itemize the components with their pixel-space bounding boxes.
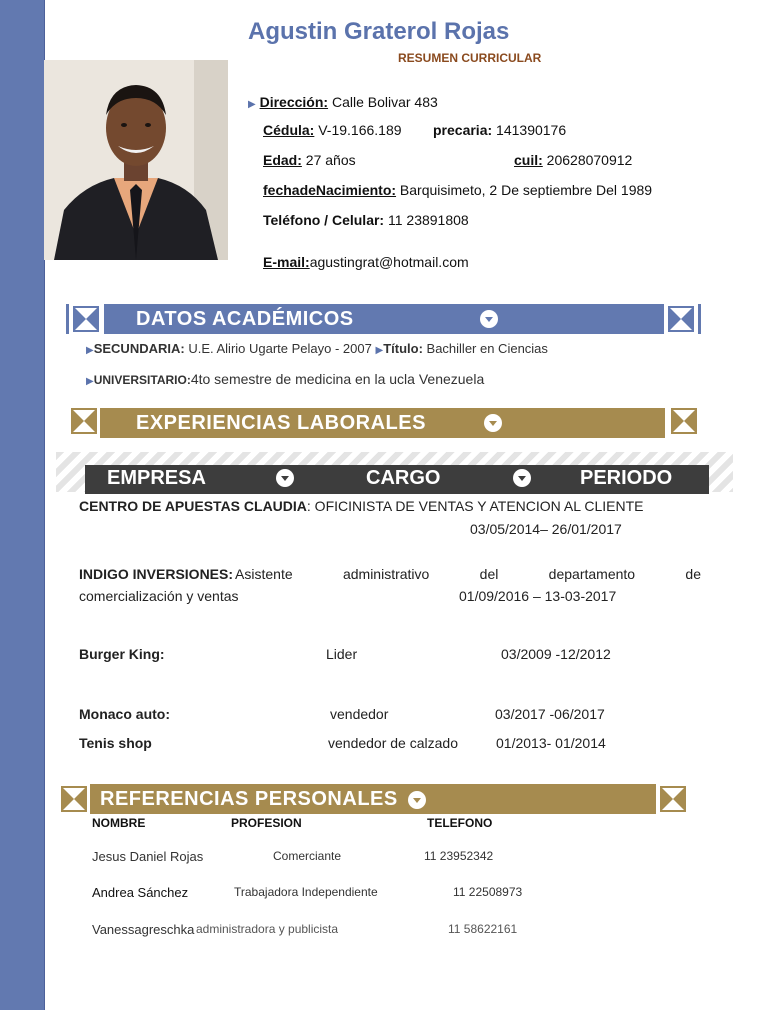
ornament-left-icon [73,306,99,332]
band-edge-line [698,304,701,334]
telefono-label: Teléfono / Celular: [263,212,385,228]
secundaria-label: SECUNDARIA: [93,341,185,356]
ref3-prof: administradora y publicista [196,922,339,936]
ref2-name: Andrea Sánchez [92,885,189,900]
ref1-tel: 11 23952342 [424,849,494,863]
email-row [263,254,469,270]
side-stripe [0,0,45,1010]
email-value: agustingrat@hotmail.com [309,254,469,270]
section-experience-title: EXPERIENCIAS LABORALES [136,412,426,434]
ornament-left-icon [61,786,87,812]
cuil-row [514,152,632,168]
document-subtitle: RESUMEN CURRICULAR [398,51,542,65]
job2-row [79,566,701,582]
universitario-value: 4to semestre de medicina en la ucla Venezuela [190,371,485,387]
secundaria-row [86,341,548,356]
bullet-arrow-icon: ▶ [375,345,384,356]
titulo-value: Bachiller en Ciencias [422,341,548,356]
job5-role: vendedor de calzado [328,735,458,751]
nacimiento-value: Barquisimeto, 2 De septiembre Del 1989 [396,182,653,198]
job3-company [79,646,165,662]
job4-period: 03/2017 -06/2017 [495,706,605,722]
ref1-name: Jesus Daniel Rojas [92,849,204,864]
col-telefono: TELEFONO [427,816,493,830]
nacimiento-row [263,182,652,198]
section-academic-header [104,304,664,334]
job2-company: INDIGO INVERSIONES: [79,566,234,582]
col-profesion: PROFESION [231,816,302,830]
telefono-value: 11 23891808 [384,212,469,228]
universitario-label: UNIVERSITARIO: [93,373,191,387]
ornament-left-icon [71,408,97,434]
cuil-label: cuil: [514,152,543,168]
telefono-row [263,212,469,228]
direccion-value: Calle Bolivar 483 [328,94,438,110]
job4-company-text: Monaco auto: [79,706,170,722]
chevron-down-icon [408,791,426,809]
titulo-label: Título: [383,341,423,356]
job4-role: vendedor [330,706,389,722]
col-nombre: NOMBRE [92,816,146,830]
job1-row [79,498,644,514]
ornament-right-icon [668,306,694,332]
job1-period: 03/05/2014– 26/01/2017 [470,521,622,537]
precaria-value: 141390176 [492,122,567,138]
section-references-title: REFERENCIAS PERSONALES [100,788,398,810]
col-cargo: CARGO [366,467,441,489]
direccion-row [248,94,438,110]
job1-role: : OFICINISTA DE VENTAS Y ATENCION AL CLIENTE [306,498,644,514]
ref1-prof: Comerciante [273,849,342,863]
bullet-arrow-icon: ▶ [248,99,256,110]
candidate-name: Agustin Graterol Rojas [248,18,510,45]
chevron-down-icon [513,469,531,487]
bullet-arrow-icon: ▶ [86,376,94,387]
section-references-header [90,784,656,814]
cedula-value: V-19.166.189 [314,122,402,138]
universitario-row [86,371,484,387]
profile-photo [44,60,228,260]
bullet-arrow-icon: ▶ [86,345,94,356]
job2-role: Asistente administrativo del departamento de [235,566,701,582]
chevron-down-icon [276,469,294,487]
precaria-label: precaria: [433,122,493,138]
ref3-name: Vanessagreschka [92,922,195,937]
band-edge-line [66,304,69,334]
section-experience-header [100,408,665,438]
job5-period: 01/2013- 01/2014 [496,735,606,751]
edad-label: Edad: [263,152,302,168]
cuil-value: 20628070912 [542,152,633,168]
job3-company-text: Burger King: [79,646,165,662]
ornament-right-icon [671,408,697,434]
cedula-label: Cédula: [263,122,315,138]
section-academic-title: DATOS ACADÉMICOS [136,308,354,330]
job3-role: Lider [326,646,358,662]
job5-company [79,735,152,751]
cedula-row [263,122,402,138]
direccion-label: Dirección: [259,94,329,110]
job3-period: 03/2009 -12/2012 [501,646,611,662]
job1-company: CENTRO DE APUESTAS CLAUDIA [79,498,307,514]
chevron-down-icon [480,310,498,328]
email-label: E-mail: [263,254,310,270]
edad-value: 27 años [301,152,356,168]
precaria-row [433,122,566,138]
experience-column-header [85,465,709,494]
nacimiento-label: fechadeNacimiento: [263,182,397,198]
ref3-tel: 11 58622161 [448,922,518,936]
ornament-right-icon [660,786,686,812]
secundaria-value: U.E. Alirio Ugarte Pelayo - 2007 [184,341,372,356]
chevron-down-icon [484,414,502,432]
ref2-prof: Trabajadora Independiente [234,885,378,899]
edad-row [263,152,356,168]
job2-role-cont: comercialización y ventas [79,588,239,604]
job2-period: 01/09/2016 – 13-03-2017 [459,588,617,604]
job4-company [79,706,170,722]
col-periodo: PERIODO [580,467,673,489]
ref2-tel: 11 22508973 [453,885,523,899]
job5-company-text: Tenis shop [79,735,152,751]
col-empresa: EMPRESA [107,467,206,489]
